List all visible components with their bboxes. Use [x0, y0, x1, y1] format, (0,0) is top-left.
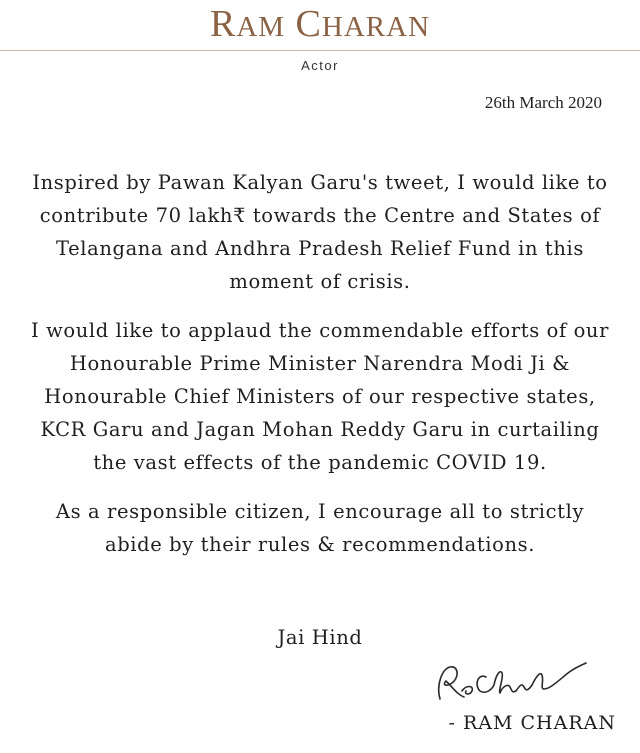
letter-closing: Jai Hind — [277, 626, 363, 649]
letterhead-role: Actor — [301, 58, 339, 73]
brand-initial-r: R — [209, 3, 237, 45]
letterhead-brand-name — [0, 4, 640, 47]
brand-rest-haran: HARAN — [321, 11, 431, 43]
letter-paragraph-1: Inspired by Pawan Kalyan Garu's tweet, I would like to contribute 70 lakh₹ towards the Centre and States of Telangana and Andhra Pradesh Relief Fund in this moment of crisis. — [32, 171, 608, 293]
letter-paragraph-2: I would like to applaud the commendable efforts of our Honourable Prime Minister Narendra Modi Ji & Honourable Chief Ministers of our respective states, KCR Garu and Jagan Mohan Reddy Garu in curtailing the vast effects of the pandemic COVID 19. — [31, 319, 609, 474]
letterhead-divider — [0, 50, 640, 51]
brand-initial-c: C — [295, 3, 322, 45]
letterhead — [0, 0, 640, 47]
signatory-name: - RAM CHARAN — [448, 712, 616, 734]
brand-rest-am: AM — [236, 11, 286, 43]
handwritten-signature — [428, 655, 588, 707]
letter-date: 26th March 2020 — [484, 93, 602, 112]
letter-paragraph-3: As a responsible citizen, I encourage all to strictly abide by their rules & recommendations. — [55, 500, 585, 556]
letter-body — [24, 166, 616, 577]
